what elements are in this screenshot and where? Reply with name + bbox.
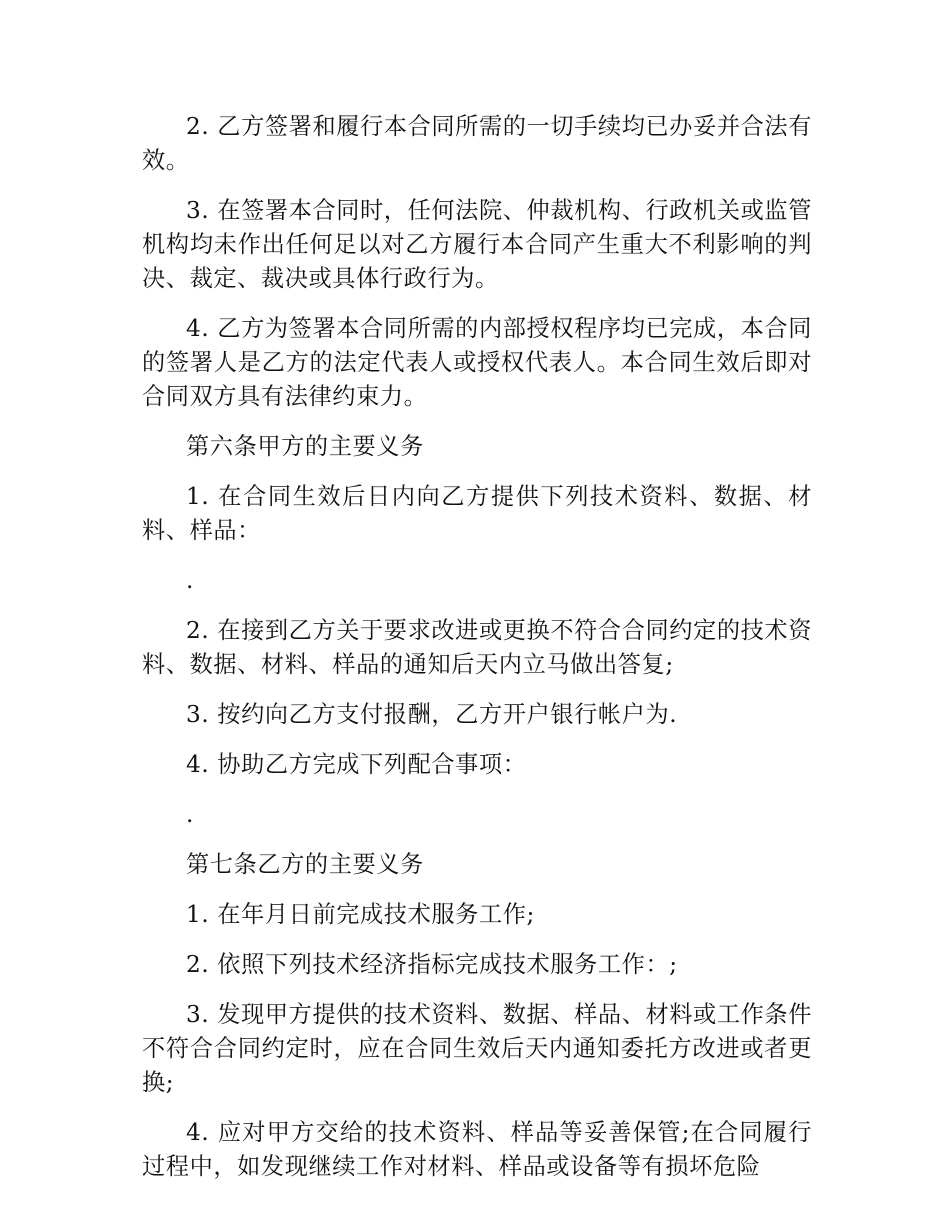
article-7-item-1: 1. 在年月日前完成技术服务工作; [186, 901, 535, 928]
article-7-item-2: 2. 依照下列技术经济指标完成技术服务工作：; [186, 951, 678, 978]
article-6-item-2: 2. 在接到乙方关于要求改进或更换不符合合同约定的技术资料、数据、材料、样品的通知后天内立马做出答复; [142, 617, 812, 678]
clause-5-item-2: 2. 乙方签署和履行本合同所需的一切手续均已办妥并合法有效。 [142, 113, 812, 174]
article-6-item-3: 3. 按约向乙方支付报酬，乙方开户银行帐户为. [186, 701, 678, 728]
article-7-item-4: 4. 应对甲方交给的技术资料、样品等妥善保管;在合同履行过程中，如发现继续工作对材料、样品或设备等有损坏危险 [142, 1119, 812, 1180]
article-6-heading: 第六条甲方的主要义务 [186, 433, 424, 460]
article-7-heading: 第七条乙方的主要义务 [186, 851, 424, 878]
article-6-item-4: 4. 协助乙方完成下列配合事项： [186, 751, 527, 778]
article-6-item-1: 1. 在合同生效后日内向乙方提供下列技术资料、数据、材料、样品： [142, 483, 812, 544]
article-6-item-4-placeholder: . [186, 801, 194, 828]
clause-5-item-4: 4. 乙方为签署本合同所需的内部授权程序均已完成，本合同的签署人是乙方的法定代表人或授权代表人。本合同生效后即对合同双方具有法律约束力。 [142, 315, 812, 410]
clause-5-item-3: 3. 在签署本合同时，任何法院、仲裁机构、行政机关或监管机构均未作出任何足以对乙方履行本合同产生重大不利影响的判决、裁定、裁决或具体行政行为。 [142, 197, 812, 292]
document-body [142, 110, 812, 1200]
article-7-item-3: 3. 发现甲方提供的技术资料、数据、样品、材料或工作条件不符合合同约定时，应在合同生效后天内通知委托方改进或者更换; [142, 1001, 812, 1096]
article-6-item-1-placeholder: . [186, 567, 194, 594]
